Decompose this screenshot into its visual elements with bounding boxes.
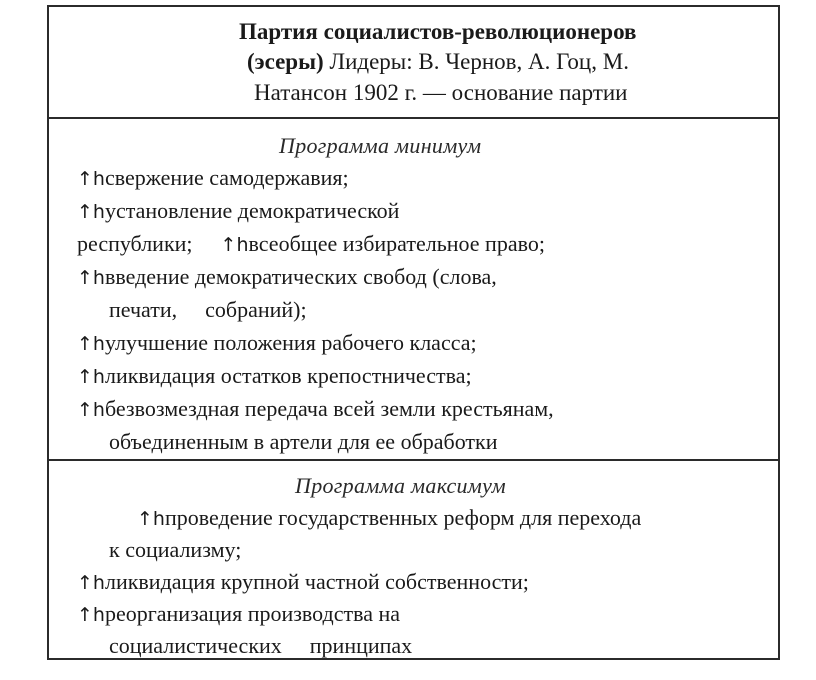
- bullet-arrow-icon: ↑h: [77, 604, 105, 626]
- bullet-arrow-icon: ↑h: [77, 572, 105, 594]
- list-item-continuation: социалистических принципах: [109, 633, 413, 658]
- list-item: ↑hулучшение положения рабочего класса;: [77, 330, 477, 355]
- list-item: ↑hликвидация остатков крепостничества;: [77, 363, 472, 388]
- party-title-line: [239, 19, 636, 45]
- list-item-continuation: объединенным в артели для ее обработки: [109, 429, 498, 454]
- founding-line: Натансон 1902 г. — основание партии: [254, 80, 628, 105]
- leaders-text: Лидеры: В. Чернов, А. Гоц, М.: [323, 49, 629, 74]
- program-minimum-section: [49, 119, 778, 461]
- bullet-arrow-icon: ↑h: [77, 333, 105, 355]
- list-item: ↑hликвидация крупной частной собственности;: [77, 569, 529, 594]
- bullet-arrow-icon: ↑h: [77, 366, 105, 388]
- program-maximum-section: [49, 461, 778, 658]
- list-item-continuation: к социализму;: [109, 537, 242, 562]
- bullet-arrow-icon: ↑h: [77, 168, 105, 190]
- program-maximum-title: Программа максимум: [295, 473, 507, 498]
- bullet-arrow-icon: ↑h: [77, 267, 105, 289]
- bullet-arrow-icon: ↑h: [77, 399, 105, 421]
- program-minimum-title: Программа минимум: [279, 133, 482, 158]
- list-item-continuation: печати, собраний);: [109, 297, 307, 322]
- list-item: республики; ↑hвсеобщее избирательное право;: [77, 231, 545, 256]
- list-item: ↑hпроведение государственных реформ для перехода: [137, 505, 642, 530]
- party-table: [47, 5, 780, 660]
- table-header: [49, 7, 778, 119]
- party-title: Партия социалистов-революционеров: [239, 19, 637, 44]
- list-item: ↑hсвержение самодержавия;: [77, 165, 349, 190]
- leaders-line: [247, 49, 629, 75]
- list-item: ↑hбезвозмездная передача всей земли крестьянам,: [77, 396, 554, 421]
- list-item: ↑hустановление демократической: [77, 198, 400, 223]
- bullet-arrow-icon: ↑h: [77, 201, 105, 223]
- party-short-name: (эсеры): [247, 49, 324, 74]
- bullet-arrow-icon: ↑h: [137, 508, 165, 530]
- list-item: ↑hреорганизация производства на: [77, 601, 401, 626]
- list-item: ↑hвведение демократических свобод (слова,: [77, 264, 497, 289]
- bullet-arrow-icon: ↑h: [220, 234, 249, 256]
